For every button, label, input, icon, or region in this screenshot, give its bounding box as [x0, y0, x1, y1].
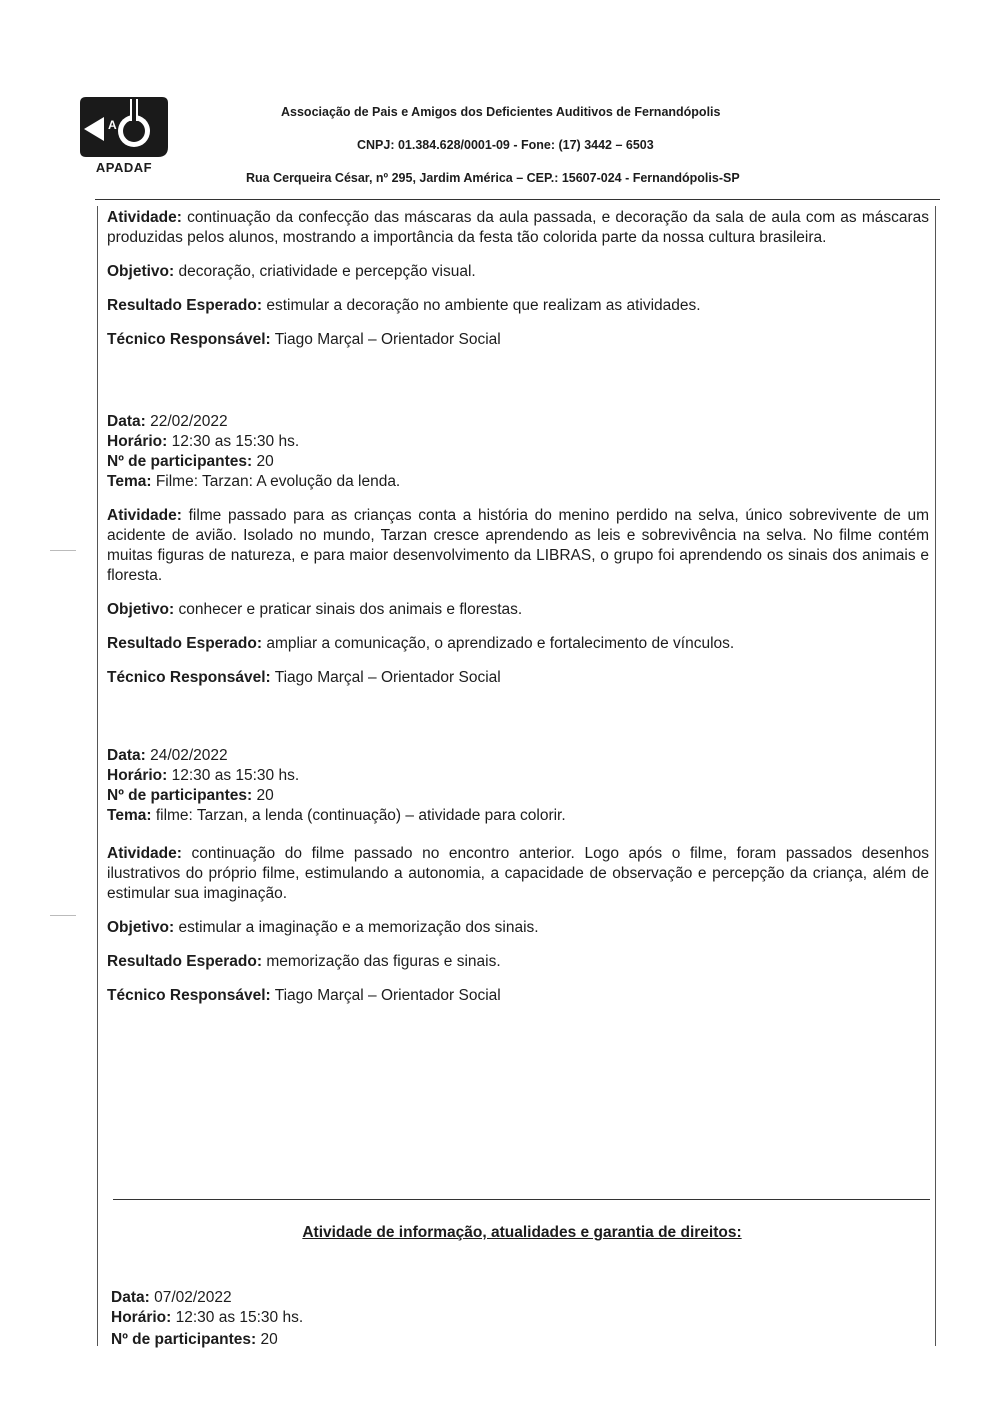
logo-text: APADAF: [95, 160, 153, 175]
entry-participants-cut: Nº de participantes: 20: [111, 1331, 278, 1348]
entry-objective: Objetivo: estimular a imaginação e a memorização dos sinais.: [107, 919, 539, 936]
entry-date: Data: 22/02/2022: [107, 413, 228, 430]
entry-activity: Atividade: filme passado para as crianças conta a história do menino perdido na selva, único sobrevivente de um acidente de avião. Isolado no mundo, Tarzan cresce aprendendo as leis e sobrevivência na selva. No filme contém muitas figuras de natureza, e para maior desenvolvimento da LIBRAS, o grupo foi aprendendo os sinais dos animais e floresta.: [107, 507, 929, 584]
header-divider: [95, 199, 940, 200]
entry-time: Horário: 12:30 as 15:30 hs.: [107, 433, 300, 450]
top-tecnico: Técnico Responsável: Tiago Marçal – Orientador Social: [107, 331, 501, 348]
entry-expected-result: Resultado Esperado: memorização das figuras e sinais.: [107, 953, 501, 970]
entry-date: Data: 24/02/2022: [107, 747, 228, 764]
entry-participants: Nº de participantes: 20: [107, 453, 274, 470]
address: Rua Cerqueira César, nº 295, Jardim América – CEP.: 15607-024 - Fernandópolis-SP: [246, 171, 740, 185]
section-title: Atividade de informação, atualidades e garantia de direitos:: [302, 1224, 742, 1241]
scan-mark: [50, 550, 76, 551]
top-objetivo: Objetivo: decoração, criatividade e percepção visual.: [107, 263, 476, 280]
entry-technician: Técnico Responsável: Tiago Marçal – Orientador Social: [107, 987, 501, 1004]
top-resultado: Resultado Esperado: estimular a decoração no ambiente que realizam as atividades.: [107, 297, 701, 314]
top-atividade: Atividade: continuação da confecção das máscaras da aula passada, e decoração da sala de aula com as máscaras produzidas pelos alunos, mostrando a importância da festa tão colorida parte da nossa cultura brasileira.: [107, 209, 929, 246]
cnpj-phone: CNPJ: 01.384.628/0001-09 - Fone: (17) 3442 – 6503: [357, 138, 654, 152]
entry-activity: Atividade: continuação do filme passado no encontro anterior. Logo após o filme, foram passados desenhos ilustrativos do próprio filme, estimulando a autonomia, a capacidade de observação e percepção da criança, além de estimular sua imaginação.: [107, 845, 929, 902]
svg-text:A: A: [108, 118, 117, 132]
entry-date: Data: 07/02/2022: [111, 1289, 232, 1306]
entry-technician: Técnico Responsável: Tiago Marçal – Orientador Social: [107, 669, 501, 686]
entry-expected-result: Resultado Esperado: ampliar a comunicação, o aprendizado e fortalecimento de vínculos.: [107, 635, 735, 652]
report-body: [107, 208, 929, 1006]
entry-objective: Objetivo: conhecer e praticar sinais dos animais e florestas.: [107, 601, 523, 618]
entry-theme: Tema: Filme: Tarzan: A evolução da lenda.: [107, 473, 401, 490]
entry-24-02-2022: [107, 746, 929, 1006]
entry-time: Horário: 12:30 as 15:30 hs.: [111, 1309, 304, 1326]
scan-mark: [50, 915, 76, 916]
entry-time: Horário: 12:30 as 15:30 hs.: [107, 767, 300, 784]
section-divider: [113, 1199, 930, 1200]
section-entry: [111, 1288, 303, 1328]
entry-participants: Nº de participantes: 20: [107, 787, 274, 804]
org-name: Associação de Pais e Amigos dos Deficientes Auditivos de Fernandópolis: [281, 105, 721, 119]
entry-theme: Tema: filme: Tarzan, a lenda (continuação) – atividade para colorir.: [107, 807, 566, 824]
entry-22-02-2022: [107, 412, 929, 688]
